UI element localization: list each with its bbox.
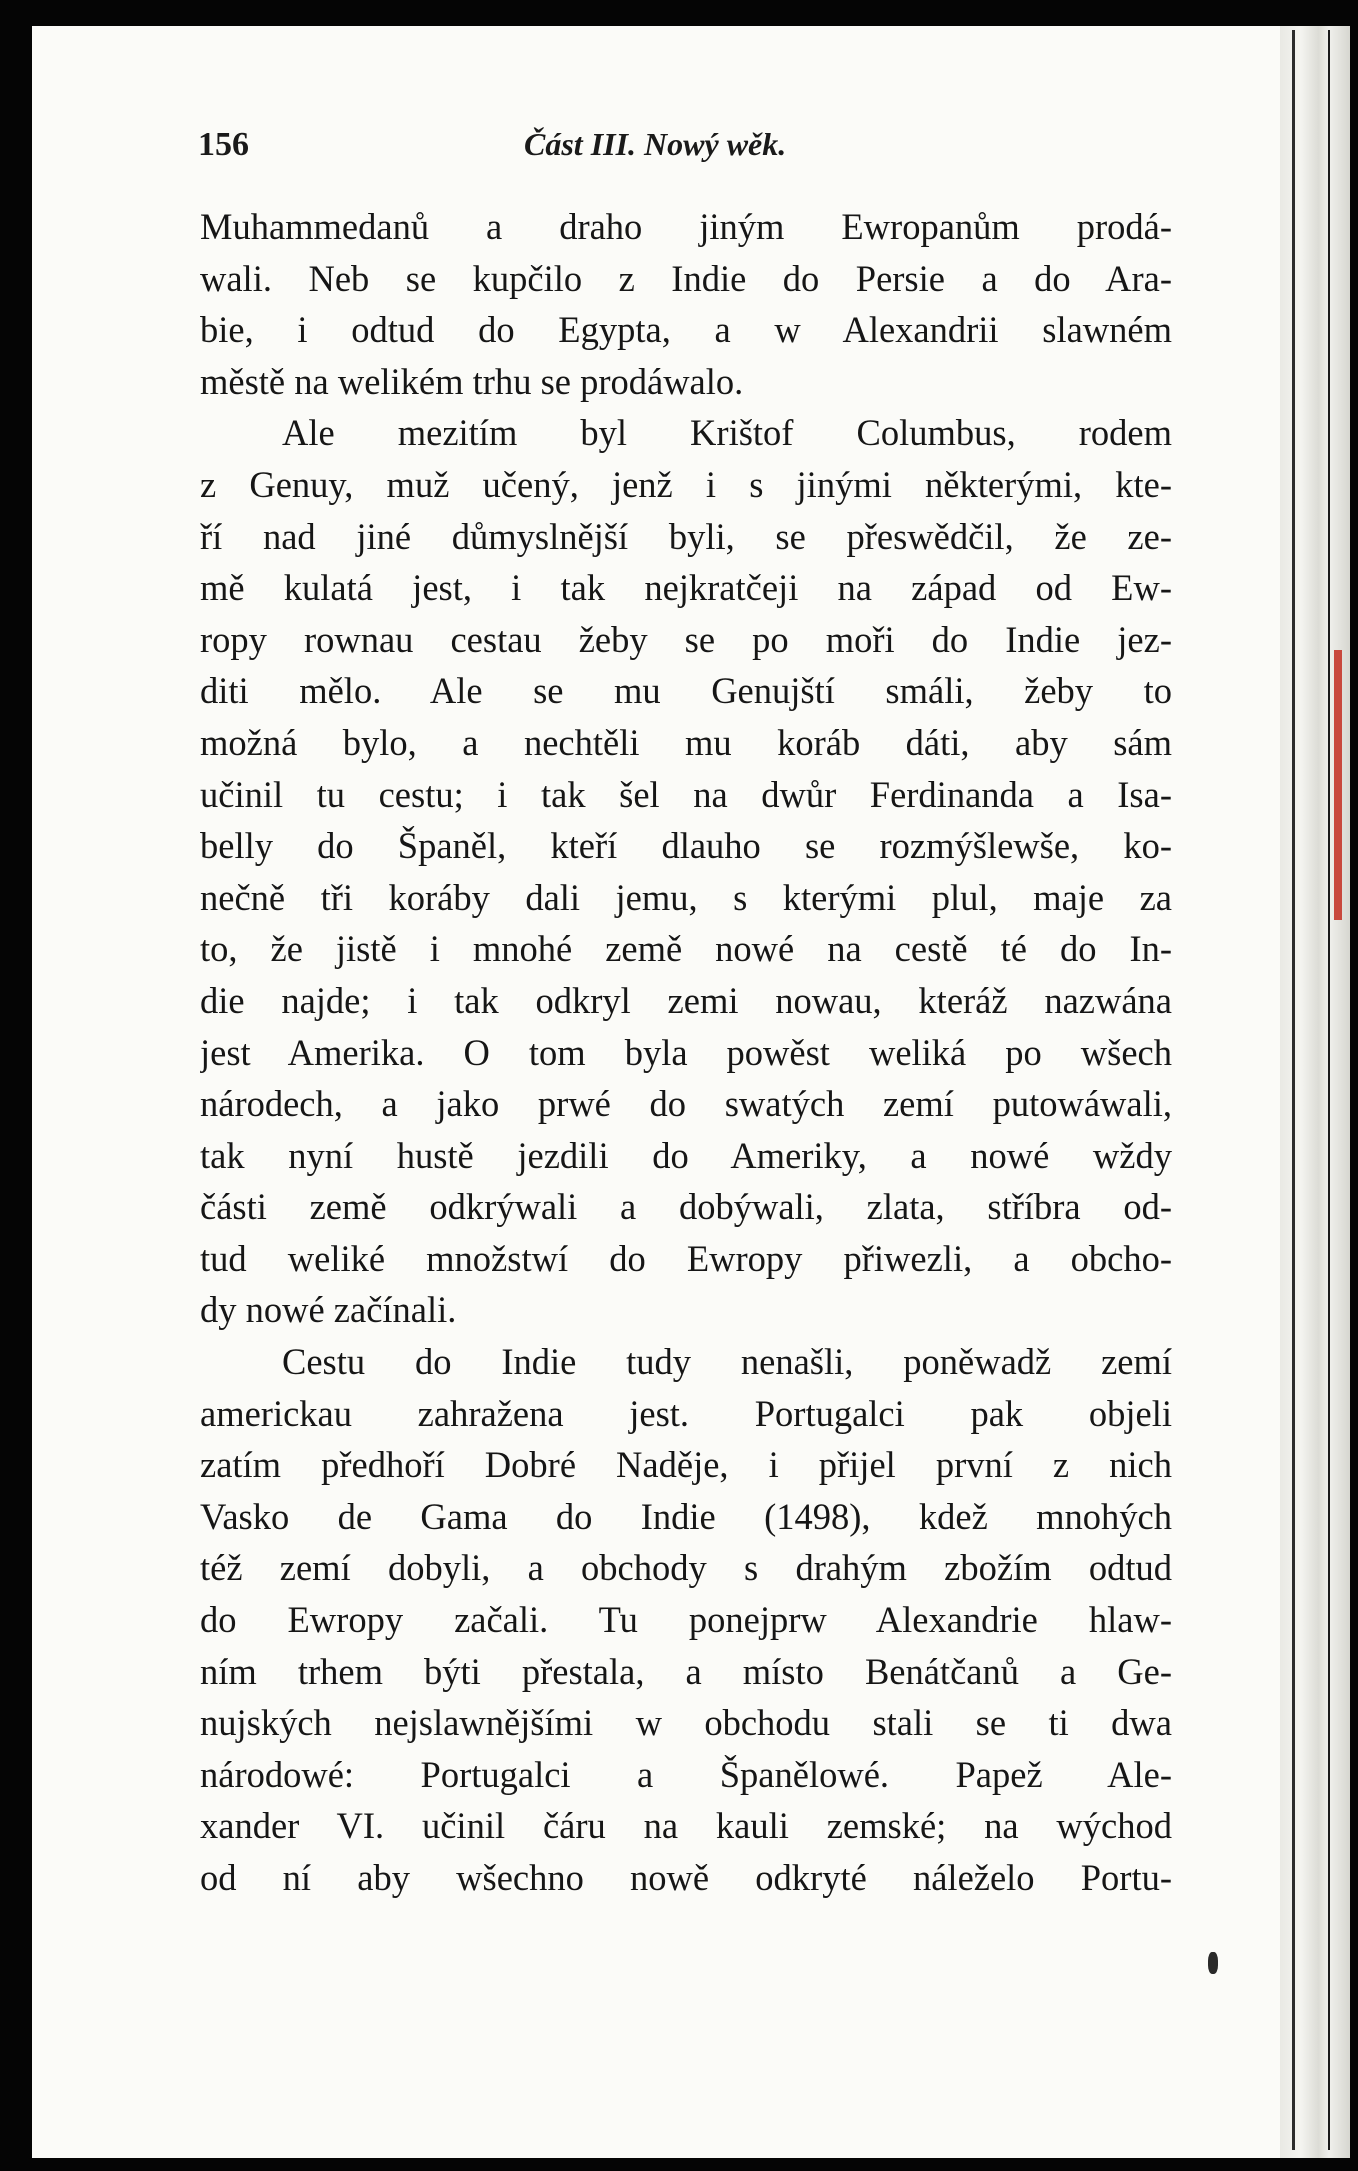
text-line: zatím předhoří Dobré Naděje, i přijel první z nich — [200, 1444, 1172, 1486]
text-line: z Genuy, muž učený, jenž i s jinými některými, kte- — [200, 463, 1172, 505]
text-line: učinil tu cestu; i tak šel na dwůr Ferdinanda a Isa- — [200, 773, 1172, 815]
text-line: nečně tři koráby dali jemu, s kterými plul, maje za — [200, 876, 1172, 918]
text-line: Muhammedanů a draho jiným Ewropanům prodá- — [200, 206, 1172, 247]
text-line: ří nad jiné důmyslnější byli, se přeswědčil, že ze- — [200, 515, 1172, 557]
text-line: diti mělo. Ale se mu Genujští smáli, žeby to — [200, 670, 1172, 712]
text-line: Ale mezitím byl Krištof Columbus, rodem — [282, 412, 1172, 454]
page-number: 156 — [198, 126, 249, 163]
text-line: die najde; i tak odkryl zemi nowau, kteráž nazwána — [200, 979, 1172, 1021]
text-line: bie, i odtud do Egypta, a w Alexandrii slawném — [200, 309, 1172, 351]
text-line: tak nyní hustě jezdili do Ameriky, a nowé wždy — [200, 1134, 1172, 1176]
book-spine — [1280, 26, 1350, 2158]
page-header — [198, 126, 1198, 166]
text-line: belly do Španěl, kteří dlauho se rozmýšlewše, ko- — [200, 825, 1172, 867]
text-line: do Ewropy začali. Tu ponejprw Alexandrie hlaw- — [200, 1599, 1172, 1641]
red-page-marker — [1334, 650, 1342, 920]
ink-mark — [1208, 1952, 1218, 1974]
running-head: Část III. Nowý wěk. — [524, 126, 787, 162]
text-line: wali. Neb se kupčilo z Indie do Persie a do Ara- — [200, 257, 1172, 299]
text-line: městě na welikém trhu se prodáwalo. — [200, 360, 744, 402]
text-line: národech, a jako prwé do swatých zemí putowáwali, — [200, 1083, 1172, 1125]
spine-edge-line — [1292, 30, 1295, 2150]
text-line: nujských nejslawnějšími w obchodu stali se ti dwa — [200, 1702, 1172, 1744]
text-line: ním trhem býti přestala, a místo Benátčanů a Ge- — [200, 1650, 1172, 1692]
text-line: jest Amerika. O tom byla powěst weliká po wšech — [200, 1031, 1172, 1073]
text-line: mě kulatá jest, i tak nejkratčeji na západ od Ew- — [200, 567, 1172, 609]
spine-inner-line — [1328, 30, 1330, 2150]
text-line: xander VI. učinil čáru na kauli zemské; na wýchod — [200, 1805, 1172, 1847]
text-line: části země odkrýwali a dobýwali, zlata, stříbra od- — [200, 1186, 1172, 1228]
text-line: ropy rownau cestau žeby se po moři do Indie jez- — [200, 618, 1172, 660]
text-line: od ní aby wšechno nowě odkryté náleželo Portu- — [200, 1857, 1172, 1898]
text-line: národowé: Portugalci a Španělowé. Papež Ale- — [200, 1753, 1172, 1795]
text-line: to, že jistě i mnohé země nowé na cestě té do In- — [200, 928, 1172, 970]
text-line: tud weliké množstwí do Ewropy přiwezli, a obcho- — [200, 1237, 1172, 1279]
body-text — [200, 201, 1172, 1904]
text-line: dy nowé začínali. — [200, 1289, 457, 1331]
text-line: též zemí dobyli, a obchody s drahým zbožím odtud — [200, 1547, 1172, 1589]
text-line: Vasko de Gama do Indie (1498), kdež mnohých — [200, 1495, 1172, 1537]
text-line: možná bylo, a nechtěli mu koráb dáti, aby sám — [200, 721, 1172, 763]
text-line: americkau zahražena jest. Portugalci pak objeli — [200, 1392, 1172, 1434]
text-line: Cestu do Indie tudy nenašli, poněwadž zemí — [282, 1341, 1172, 1383]
